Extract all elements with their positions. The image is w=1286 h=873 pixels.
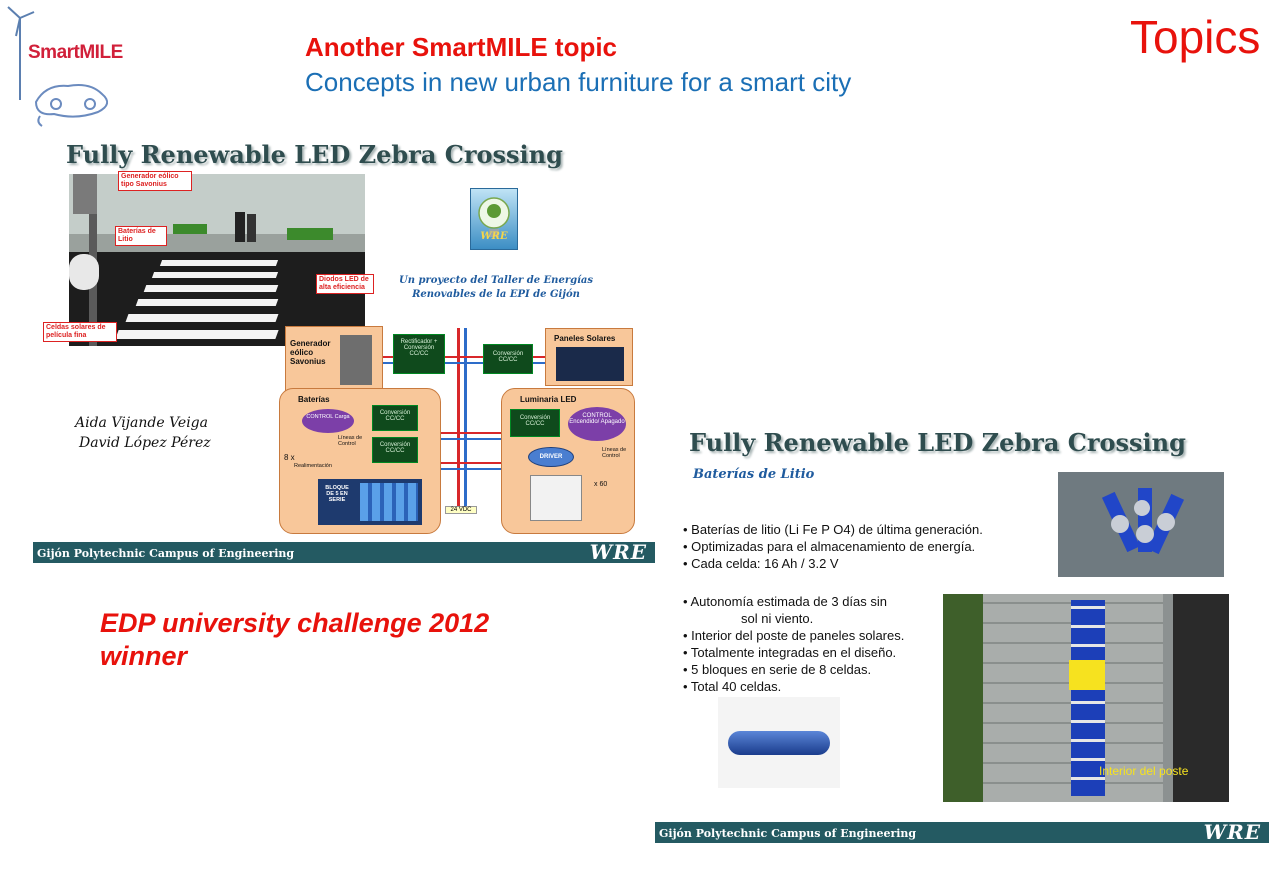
zebra-crossing-render bbox=[69, 174, 365, 346]
luminaire-conversion: Conversión CC/CC bbox=[510, 409, 560, 437]
slide-1-footer-logo: WRE bbox=[589, 540, 647, 564]
single-cell-photo bbox=[718, 697, 840, 788]
author-2: David López Pérez bbox=[79, 435, 211, 451]
batteries-panel-label: Baterías bbox=[298, 395, 330, 404]
vdc-label: 24 VDC bbox=[445, 506, 477, 514]
slide-1-title: Fully Renewable LED Zebra Crossing bbox=[66, 140, 563, 169]
project-credit bbox=[386, 274, 606, 302]
pole-caption: Interior del poste bbox=[1099, 764, 1189, 778]
bullet-2: • Optimizadas para el almacenamiento de energía. bbox=[683, 539, 976, 554]
feedback-label: Realimentación bbox=[294, 463, 332, 469]
cells-render-image bbox=[1058, 472, 1224, 577]
bullet-4: • Autonomía estimada de 3 días sin bbox=[683, 594, 888, 609]
control-lines-2-label: Líneas de Control bbox=[602, 447, 627, 459]
bullet-3: • Cada celda: 16 Ah / 3.2 V bbox=[683, 556, 839, 571]
pole-interior-render bbox=[943, 594, 1229, 802]
slide-1-footer-text: Gijón Polytechnic Campus of Engineering bbox=[37, 547, 295, 560]
bullets-group-1 bbox=[683, 521, 983, 572]
smartmile-logo bbox=[6, 4, 118, 128]
slide-2-footer bbox=[655, 822, 1269, 843]
bullet-7: • 5 bloques en serie de 8 celdas. bbox=[683, 662, 872, 677]
battery-cells-icon bbox=[1058, 472, 1224, 577]
slide-2-title: Fully Renewable LED Zebra Crossing bbox=[689, 428, 1186, 457]
challenge-text bbox=[100, 607, 489, 673]
luminaire-label: Luminaria LED bbox=[520, 395, 577, 404]
wind-turbine-icon bbox=[6, 4, 118, 128]
bullet-4-cont: sol ni viento. bbox=[741, 611, 814, 626]
bullet-8: • Total 40 celdas. bbox=[683, 679, 782, 694]
header-title: Another SmartMILE topic bbox=[305, 32, 618, 62]
bullet-5: • Interior del poste de paneles solares. bbox=[683, 628, 905, 643]
slide-1 bbox=[33, 130, 655, 565]
label-led: Diodos LED de alta eficiencia bbox=[316, 274, 374, 294]
logo-text: SmartMILE bbox=[28, 42, 123, 63]
project-line-2: Renovables de la EPI de Gijón bbox=[412, 289, 580, 300]
multiplier-label: 8 x bbox=[284, 453, 295, 462]
solar-panels-block bbox=[545, 328, 633, 386]
slide-2-footer-logo: WRE bbox=[1203, 820, 1261, 844]
battery-conversion-1: Conversión CC/CC bbox=[372, 405, 418, 431]
system-diagram bbox=[253, 322, 633, 534]
rectifier-box: Rectificador + Conversión CC/CC bbox=[393, 334, 445, 374]
luminaire-panel bbox=[501, 388, 635, 534]
batteries-panel bbox=[279, 388, 441, 534]
wre-bulb-logo bbox=[470, 188, 518, 250]
topics-title: Topics bbox=[1130, 11, 1261, 63]
generator-block bbox=[285, 326, 383, 392]
control-onoff: CONTROL Encendido/ Apagado bbox=[568, 407, 626, 441]
bullets-group-2 bbox=[683, 593, 904, 695]
bullet-6: • Totalmente integradas en el diseño. bbox=[683, 645, 897, 660]
header-subtitle: Concepts in new urban furniture for a smart city bbox=[305, 67, 852, 97]
slide-1-footer bbox=[33, 542, 655, 563]
driver-box: DRIVER bbox=[528, 447, 574, 467]
slide-2-subtitle: Baterías de Litio bbox=[693, 467, 815, 482]
control-charge: CONTROL Carga bbox=[302, 409, 354, 433]
slide-2 bbox=[655, 420, 1270, 845]
control-lines-label: Líneas de Control bbox=[338, 435, 363, 447]
conversion-top-box: Conversión CC/CC bbox=[483, 344, 533, 374]
label-solar: Celdas solares de película fina bbox=[43, 322, 117, 342]
challenge-line-2: winner bbox=[100, 641, 188, 671]
bullet-1: • Baterías de litio (Li Fe P O4) de última generación. bbox=[683, 522, 983, 537]
generator-label: Generador eólico Savonius bbox=[290, 339, 331, 366]
battery-block: BLOQUE DE 5 EN SERIE bbox=[318, 479, 422, 525]
authors bbox=[75, 413, 211, 453]
challenge-line-1: EDP university challenge 2012 bbox=[100, 608, 490, 638]
wre-badge-text: WRE bbox=[480, 231, 508, 242]
panels-label: Paneles Solares bbox=[554, 334, 616, 343]
project-line-1: Un proyecto del Taller de Energías bbox=[398, 275, 593, 286]
label-generator: Generador eólico tipo Savonius bbox=[118, 171, 192, 191]
x60-label: x 60 bbox=[594, 481, 608, 488]
battery-conversion-2: Conversión CC/CC bbox=[372, 437, 418, 463]
author-1: Aida Vijande Veiga bbox=[75, 415, 208, 431]
slide-2-footer-text: Gijón Polytechnic Campus of Engineering bbox=[659, 827, 917, 840]
label-batteries: Baterías de Litio bbox=[115, 226, 167, 246]
